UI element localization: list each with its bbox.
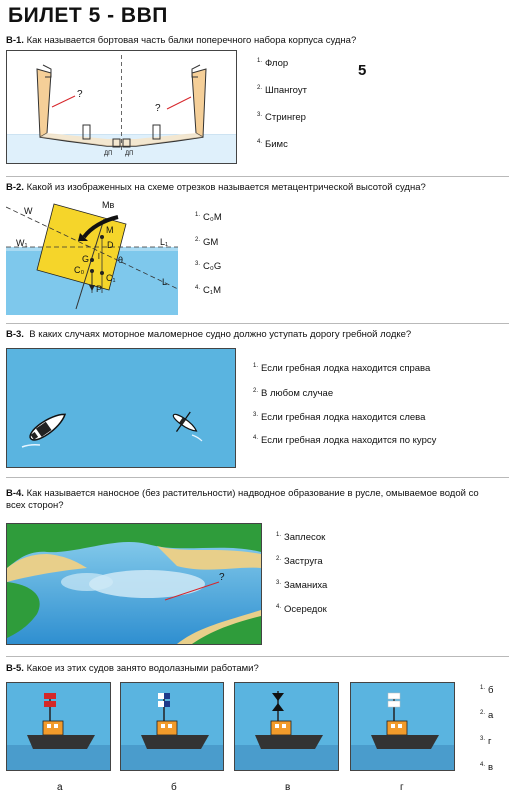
panel-label-v: в xyxy=(285,782,291,793)
label-w1: W₁ xyxy=(16,238,28,248)
boats-figure xyxy=(6,348,236,468)
label-theta: θ xyxy=(118,255,124,265)
question-5-text: Какое из этих судов занято водолазными работами? xyxy=(26,663,259,674)
q5-option-2[interactable]: $^{2.}$ а xyxy=(480,710,494,721)
label-l-small: l xyxy=(98,252,100,261)
question-mark: ? xyxy=(219,572,225,583)
metacentric-diagram xyxy=(6,197,178,315)
q1-option-2[interactable]: $^{2.}$ Шпангоут xyxy=(257,85,307,96)
question-mark-left: ? xyxy=(77,89,83,100)
question-4-number: В-4. xyxy=(6,488,24,499)
panel-label-b: б xyxy=(171,782,177,793)
question-5 xyxy=(6,663,259,675)
question-2-text: Какой из изображенных на схеме отрезков называется метацентрической высотой судна? xyxy=(26,182,426,193)
panel-label-a: а xyxy=(57,782,63,793)
q5-option-4[interactable]: $^{4.}$ в xyxy=(480,762,494,773)
q2-option-1[interactable]: $^{1.}$ C₀M xyxy=(195,212,222,223)
q3-option-2[interactable]: $^{2.}$ В любом случае xyxy=(253,388,334,399)
question-4 xyxy=(6,488,479,512)
ticket-marker: 5 xyxy=(358,62,367,79)
question-5-number: В-5. xyxy=(6,663,24,674)
hull-section-figure xyxy=(6,50,237,164)
label-w: W xyxy=(24,206,33,216)
q4-option-2[interactable]: $^{2.}$ Заструга xyxy=(276,556,323,567)
river-figure xyxy=(6,523,262,645)
question-3-number: В-3. xyxy=(6,329,24,340)
vessel-panel-a xyxy=(6,682,111,771)
ticket-title: БИЛЕТ 5 - ВВП xyxy=(8,4,168,27)
label-l1: L₁ xyxy=(160,237,169,247)
q1-option-1[interactable]: $^{1.}$ Флор xyxy=(257,58,289,69)
q4-option-4[interactable]: $^{4.}$ Осередок xyxy=(276,604,327,615)
question-1 xyxy=(6,35,356,47)
q2-option-4[interactable]: $^{4.}$ C₁M xyxy=(195,285,221,296)
label-c0: C₀ xyxy=(74,265,85,275)
q3-option-1[interactable]: $^{1.}$ Если гребная лодка находится справа xyxy=(253,363,431,374)
question-3-text: В каких случаях моторное маломерное судно должно уступать дорогу гребной лодке? xyxy=(29,329,412,340)
vessel-panel-b xyxy=(120,682,224,771)
divider xyxy=(6,477,509,478)
question-2-number: В-2. xyxy=(6,182,24,193)
q5-option-1[interactable]: $^{1.}$ б xyxy=(480,685,494,696)
question-2 xyxy=(6,182,426,194)
q3-option-4[interactable]: $^{4.}$ Если гребная лодка находится по курсу xyxy=(253,435,437,446)
label-mv: Mв xyxy=(102,200,115,210)
q1-option-4[interactable]: $^{4.}$ Бимс xyxy=(257,139,288,150)
q1-option-3[interactable]: $^{3.}$ Стрингер xyxy=(257,112,306,123)
dp-label: ДП xyxy=(104,151,113,157)
label-p: P xyxy=(96,284,103,294)
question-mark-right: ? xyxy=(155,103,161,114)
question-1-number: В-1. xyxy=(6,35,24,46)
q4-option-1[interactable]: $^{1.}$ Заплесок xyxy=(276,532,326,543)
label-d: D xyxy=(107,240,114,250)
divider xyxy=(6,656,509,657)
q3-option-3[interactable]: $^{3.}$ Если гребная лодка находится слева xyxy=(253,412,426,423)
q2-option-3[interactable]: $^{3.}$ C₀G xyxy=(195,261,222,272)
label-c1: C₁ xyxy=(106,273,116,283)
vessel-panel-v xyxy=(234,682,339,771)
divider xyxy=(6,323,509,324)
divider xyxy=(6,176,509,177)
q5-option-3[interactable]: $^{3.}$ г xyxy=(480,736,492,747)
label-g: G xyxy=(82,254,90,264)
q4-option-3[interactable]: $^{3.}$ Заманиха xyxy=(276,580,328,591)
question-4-text-line2: всех сторон? xyxy=(6,500,64,511)
question-3 xyxy=(6,329,411,341)
panel-label-g: г xyxy=(400,782,404,793)
q2-option-2[interactable]: $^{2.}$ GM xyxy=(195,237,219,248)
question-4-text: Как называется наносное (без растительности) надводное образование в русле, омываемое водой со xyxy=(26,488,479,499)
vessel-panel-g xyxy=(350,682,455,771)
label-m: M xyxy=(106,225,114,235)
dp-label: ДП xyxy=(125,151,134,157)
label-l: L xyxy=(162,277,168,287)
question-1-text: Как называется бортовая часть балки поперечного набора корпуса судна? xyxy=(26,35,357,46)
